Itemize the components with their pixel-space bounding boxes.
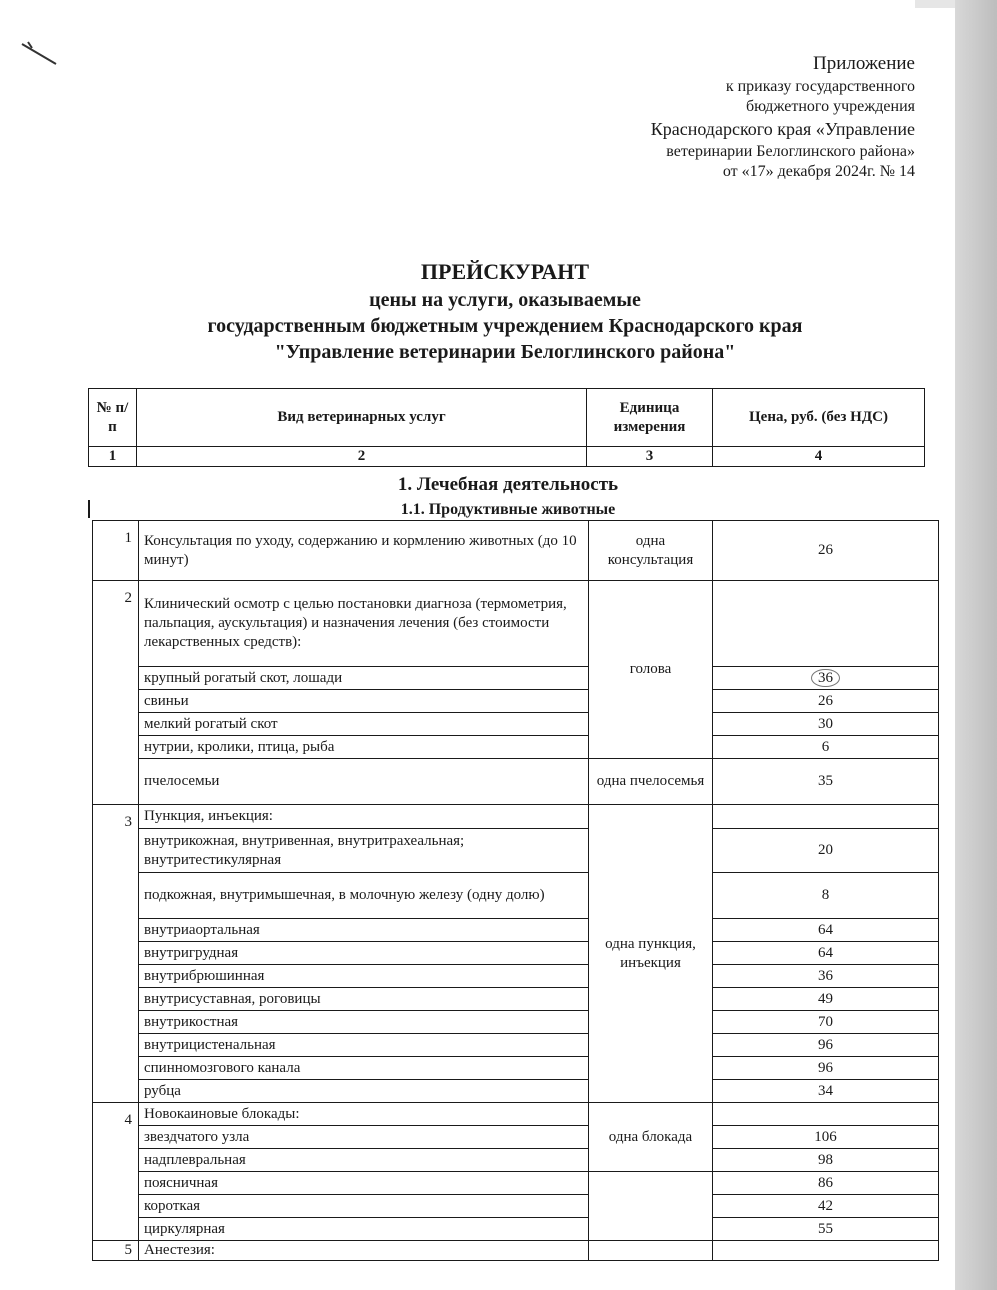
price-cell: 70 (713, 1011, 939, 1034)
header-unit: Единица измерения (587, 389, 713, 447)
service-name: Анестезия: (139, 1241, 589, 1261)
table-row (93, 713, 939, 736)
title-line: цены на услуги, оказываемые (369, 288, 641, 311)
price-cell: 64 (713, 942, 939, 965)
price-cell (713, 1103, 939, 1126)
table-row (93, 988, 939, 1011)
appendix-line: Краснодарского края «Управление (650, 119, 915, 140)
table-row (93, 521, 939, 581)
appendix-date: от «17» декабря 2024г. № 14 (722, 163, 915, 181)
table-row (93, 1218, 939, 1241)
header-index: 3 (587, 447, 713, 467)
table-row (93, 1149, 939, 1172)
table-row (93, 1103, 939, 1126)
price-cell: 42 (713, 1195, 939, 1218)
service-subitem: внутрицистенальная (139, 1034, 589, 1057)
table-row (93, 1057, 939, 1080)
price-cell: 26 (713, 521, 939, 581)
unit-cell (589, 1241, 713, 1261)
row-number: 4 (93, 1103, 139, 1241)
header-service: Вид ветеринарных услуг (137, 389, 587, 447)
table-row (93, 759, 939, 805)
table-row (93, 873, 939, 919)
unit-cell (589, 1172, 713, 1241)
price-cell: 98 (713, 1149, 939, 1172)
title-line: государственным бюджетным учреждением Краснодарского края (207, 314, 803, 337)
price-cell: 35 (713, 759, 939, 805)
title-line: "Управление ветеринарии Белоглинского района" (274, 340, 736, 363)
service-subitem: свиньи (139, 690, 589, 713)
row-number: 5 (93, 1241, 139, 1261)
service-subitem: внутриаортальная (139, 919, 589, 942)
header-price: Цена, руб. (без НДС) (713, 389, 925, 447)
row-number: 1 (93, 521, 139, 581)
table-row (93, 942, 939, 965)
table-row (93, 1080, 939, 1103)
price-cell: 106 (713, 1126, 939, 1149)
scan-edge (915, 0, 955, 8)
service-subitem: мелкий рогатый скот (139, 713, 589, 736)
header-index: 4 (713, 447, 925, 467)
service-subitem: рубца (139, 1080, 589, 1103)
price-cell: 49 (713, 988, 939, 1011)
price-cell: 96 (713, 1057, 939, 1080)
service-subitem: внутрисуставная, роговицы (139, 988, 589, 1011)
table-row (93, 736, 939, 759)
table-header (88, 388, 925, 467)
appendix-line: Приложение (813, 53, 915, 74)
pen-mark (20, 38, 62, 68)
price-cell: 20 (713, 829, 939, 873)
document-title (0, 258, 997, 365)
price-cell: 55 (713, 1218, 939, 1241)
price-cell: 30 (713, 713, 939, 736)
service-subitem: спинномозгового канала (139, 1057, 589, 1080)
service-subitem: короткая (139, 1195, 589, 1218)
unit-cell: голова (589, 581, 713, 759)
service-subitem: поясничная (139, 1172, 589, 1195)
service-subitem: внутрикожная, внутривенная, внутритрахеальная; внутритестикулярная (139, 829, 589, 873)
table-row (93, 919, 939, 942)
table-row (93, 1126, 939, 1149)
price-cell (713, 667, 939, 690)
table-row (93, 805, 939, 829)
table-row (93, 1011, 939, 1034)
unit-cell: одна пчелосемья (589, 759, 713, 805)
service-subitem: внутригрудная (139, 942, 589, 965)
appendix-line: бюджетного учреждения (745, 98, 915, 116)
section-heading: 1. Лечебная деятельность (397, 474, 619, 495)
price-cell: 86 (713, 1172, 939, 1195)
scan-edge (955, 0, 997, 1290)
service-name: Клинический осмотр с целью постановки диагноза (термометрия, пальпация, аускультация) и назначения лечения (без стоимости лекарственных средств): (139, 581, 589, 667)
price-cell: 34 (713, 1080, 939, 1103)
subsection-heading: 1.1. Продуктивные животные (400, 501, 616, 518)
header-number: № п/п (89, 389, 137, 447)
table-row (93, 1034, 939, 1057)
service-subitem: внутрикостная (139, 1011, 589, 1034)
service-subitem: звездчатого узла (139, 1126, 589, 1149)
table-row (93, 690, 939, 713)
unit-cell: одна пункция, инъекция (589, 805, 713, 1103)
appendix-line: ветеринарии Белоглинского района» (666, 142, 915, 160)
service-name: Консультация по уходу, содержанию и кормлению животных (до 10 минут) (139, 521, 589, 581)
service-name: Пункция, инъекция: (139, 805, 589, 829)
service-subitem: пчелосемьи (139, 759, 589, 805)
service-subitem: циркулярная (139, 1218, 589, 1241)
appendix-line: к приказу государственного (725, 77, 915, 95)
title-main: ПРЕЙСКУРАНТ (420, 259, 590, 284)
price-cell (713, 581, 939, 667)
table-row (93, 965, 939, 988)
table-row (93, 1172, 939, 1195)
row-number: 2 (93, 581, 139, 805)
appendix-block (651, 52, 915, 183)
service-subitem: внутрибрюшинная (139, 965, 589, 988)
price-cell: 26 (713, 690, 939, 713)
price-cell (713, 1241, 939, 1261)
service-subitem: надплевральная (139, 1149, 589, 1172)
table-row (93, 667, 939, 690)
header-index: 1 (89, 447, 137, 467)
header-index: 2 (137, 447, 587, 467)
service-name: Новокаиновые блокады: (139, 1103, 589, 1126)
circled-price: 36 (811, 669, 840, 688)
price-cell: 96 (713, 1034, 939, 1057)
service-subitem: нутрии, кролики, птица, рыба (139, 736, 589, 759)
row-number: 3 (93, 805, 139, 1103)
price-table (92, 520, 939, 1261)
price-cell: 8 (713, 873, 939, 919)
price-cell: 36 (713, 965, 939, 988)
unit-cell: одна консультация (589, 521, 713, 581)
price-cell: 6 (713, 736, 939, 759)
table-row (93, 581, 939, 667)
price-cell: 64 (713, 919, 939, 942)
table-row (93, 1241, 939, 1261)
service-subitem: подкожная, внутримышечная, в молочную железу (одну долю) (139, 873, 589, 919)
table-row (93, 1195, 939, 1218)
table-row (93, 829, 939, 873)
price-cell (713, 805, 939, 829)
service-subitem: крупный рогатый скот, лошади (139, 667, 589, 690)
unit-cell: одна блокада (589, 1103, 713, 1172)
